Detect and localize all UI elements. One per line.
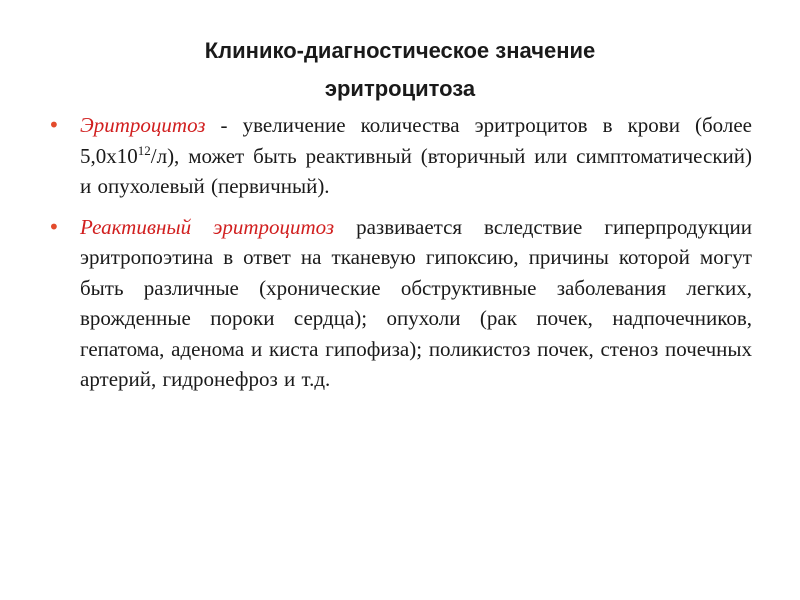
bullet-list bbox=[46, 110, 752, 405]
definition-text-part-1: - увеличение количества эритроцитов в крови (более 5,0х10 bbox=[80, 113, 752, 168]
exponent: 12 bbox=[137, 142, 151, 158]
definition-text-part-2: /л), может быть реактивный (вторичный или симптоматический) и опухолевый (первичный). bbox=[80, 143, 752, 198]
bullet-dot-icon: • bbox=[48, 214, 60, 239]
slide-title-line-1: Клинико-диагностическое значение bbox=[204, 38, 596, 63]
bullet-reactive-erythrocytosis bbox=[46, 212, 752, 395]
term-reactive-erythrocytosis: Реактивный эритроцитоз bbox=[80, 214, 335, 239]
bullet-dot-icon: • bbox=[48, 113, 60, 137]
bullet-erythrocytosis-definition bbox=[46, 110, 752, 202]
slide-title-line-2: эритроцитоза bbox=[324, 76, 476, 101]
term-erythrocytosis: Эритроцитоз bbox=[80, 113, 206, 137]
reactive-description-text: развивается вследствие гиперпродукции эритропоэтина в ответ на тканевую гипоксию, причины которой могут быть различные (хронические обструктивные заболевания легких, врожденные пороки сердца); опухоли (рак почек, надпочечников, гепатома, аденома и киста гипофиза); поликистоз почек, стеноз почечных артерий, гидронефроз и т.д. bbox=[80, 214, 752, 391]
